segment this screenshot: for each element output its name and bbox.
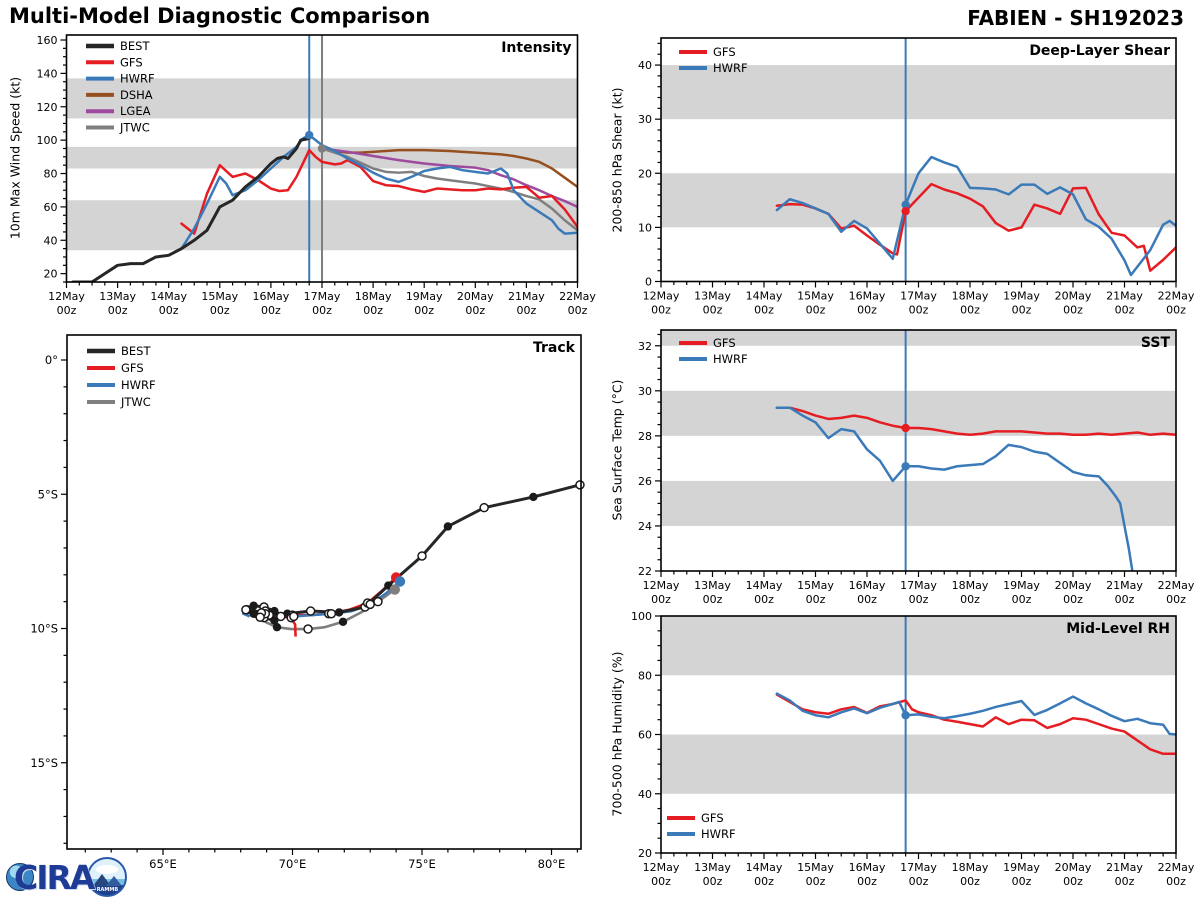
svg-text:00z: 00z <box>960 875 980 888</box>
track-fix-marker-12z <box>290 612 298 620</box>
svg-text:21May: 21May <box>508 290 545 303</box>
intensity-legend-label-GFS: GFS <box>120 55 143 70</box>
sst-y-ticks <box>638 335 661 579</box>
svg-text:00z: 00z <box>1114 593 1135 606</box>
svg-text:30: 30 <box>638 113 652 127</box>
svg-text:14May: 14May <box>745 579 783 592</box>
svg-text:120: 120 <box>36 100 58 114</box>
svg-text:60: 60 <box>43 200 58 214</box>
rh-y-ticks <box>631 610 661 860</box>
svg-text:100: 100 <box>36 134 58 148</box>
svg-text:40: 40 <box>638 59 652 73</box>
shear-x-ticks <box>643 282 1195 317</box>
svg-text:19May: 19May <box>1003 861 1040 874</box>
rh-legend-label-GFS: GFS <box>701 811 724 825</box>
svg-text:40: 40 <box>638 787 652 801</box>
shear-y-ticks <box>638 43 661 288</box>
svg-text:00z: 00z <box>1114 303 1135 317</box>
svg-text:00z: 00z <box>651 593 671 606</box>
track-series-BEST <box>247 485 580 621</box>
track-fix-marker-12z <box>304 625 312 633</box>
intensity-panel <box>37 34 597 317</box>
intensity-y-ticks <box>37 34 67 282</box>
svg-text:22May: 22May <box>1157 289 1195 303</box>
svg-text:00z: 00z <box>805 875 826 888</box>
rh-legend-label-HWRF: HWRF <box>701 827 736 841</box>
svg-text:20: 20 <box>43 267 58 281</box>
sst-init-marker <box>901 462 909 470</box>
shear-init-marker <box>901 207 909 215</box>
svg-text:30: 30 <box>638 384 652 398</box>
sst-panel <box>638 330 1195 606</box>
track-fix-marker-00z <box>335 608 343 616</box>
intensity-init-marker <box>318 144 326 152</box>
track-panel <box>30 335 584 871</box>
svg-text:00z: 00z <box>1114 875 1135 888</box>
svg-text:00z: 00z <box>908 593 929 606</box>
mountain-icon <box>106 876 122 886</box>
svg-text:00z: 00z <box>209 304 230 317</box>
svg-text:00z: 00z <box>960 593 980 606</box>
svg-text:0°: 0° <box>44 353 58 367</box>
svg-text:65°E: 65°E <box>149 857 177 871</box>
track-fix-marker-12z <box>576 481 584 489</box>
track-panel-title: Track <box>533 340 575 356</box>
intensity-legend-label-HWRF: HWRF <box>120 71 155 86</box>
svg-text:21May: 21May <box>1106 579 1143 592</box>
svg-text:12May: 12May <box>48 290 85 303</box>
svg-text:19May: 19May <box>1003 289 1040 303</box>
svg-text:00z: 00z <box>1166 593 1186 606</box>
svg-text:20May: 20May <box>1054 289 1092 303</box>
svg-text:20May: 20May <box>456 290 494 303</box>
svg-text:20May: 20May <box>1054 861 1092 874</box>
svg-text:40: 40 <box>43 234 58 248</box>
svg-text:00z: 00z <box>702 593 723 606</box>
svg-text:80: 80 <box>43 167 58 181</box>
intensity-init-marker <box>305 131 313 139</box>
track-y-ticks <box>30 353 67 843</box>
svg-text:00z: 00z <box>754 303 774 317</box>
svg-text:00z: 00z <box>56 304 77 317</box>
svg-text:16May: 16May <box>252 290 290 303</box>
cloud-icon <box>96 865 118 874</box>
svg-text:140: 140 <box>36 67 58 81</box>
svg-text:70°E: 70°E <box>278 857 307 871</box>
svg-text:18May: 18May <box>951 861 989 874</box>
svg-text:00z: 00z <box>261 304 281 317</box>
intensity-legend-label-LGEA: LGEA <box>120 104 151 119</box>
shaded-band <box>661 735 1176 794</box>
track-legend-label-HWRF: HWRF <box>121 378 156 392</box>
svg-text:20: 20 <box>638 847 652 860</box>
svg-text:5°S: 5°S <box>37 487 58 502</box>
svg-text:00z: 00z <box>702 875 723 888</box>
svg-text:28: 28 <box>638 429 652 443</box>
track-legend-label-GFS: GFS <box>121 361 144 375</box>
track-legend-label-JTWC: JTWC <box>121 395 151 409</box>
svg-text:00z: 00z <box>651 875 671 888</box>
svg-text:00z: 00z <box>1063 303 1083 317</box>
svg-text:00z: 00z <box>908 875 929 888</box>
svg-text:16May: 16May <box>848 861 886 874</box>
svg-text:17May: 17May <box>900 579 937 592</box>
svg-text:13May: 13May <box>694 289 731 303</box>
rh-panel-title: Mid-Level RH <box>1066 621 1170 637</box>
sst-legend-label-HWRF: HWRF <box>713 352 748 366</box>
svg-text:00z: 00z <box>107 304 128 317</box>
svg-text:26: 26 <box>638 474 652 488</box>
svg-text:00z: 00z <box>754 875 774 888</box>
svg-text:00z: 00z <box>805 593 826 606</box>
svg-text:17May: 17May <box>303 290 341 303</box>
shear-legend-label-HWRF: HWRF <box>713 61 748 75</box>
svg-text:60: 60 <box>638 728 652 742</box>
intensity-legend-label-JTWC: JTWC <box>120 120 150 135</box>
svg-text:00z: 00z <box>363 304 383 317</box>
svg-text:00z: 00z <box>1166 303 1186 317</box>
track-legend <box>87 344 156 409</box>
svg-text:17May: 17May <box>900 289 937 303</box>
svg-text:00z: 00z <box>1063 593 1083 606</box>
shaded-band <box>661 173 1176 227</box>
cira-logo-text: CIRA <box>14 857 94 897</box>
svg-text:10°S: 10°S <box>30 621 58 636</box>
svg-text:22May: 22May <box>1157 579 1195 592</box>
track-fix-marker-12z <box>256 613 264 621</box>
track-fix-marker-12z <box>327 610 335 618</box>
svg-text:21May: 21May <box>1106 861 1143 874</box>
sst-panel-title: SST <box>1140 335 1170 351</box>
track-legend-label-BEST: BEST <box>121 344 151 358</box>
svg-text:12May: 12May <box>642 861 680 874</box>
svg-text:24: 24 <box>638 519 652 533</box>
intensity-legend-label-DSHA: DSHA <box>120 87 153 102</box>
svg-text:80: 80 <box>638 669 652 683</box>
rh-panel <box>631 610 1195 888</box>
cira-rammb-logo <box>6 855 127 899</box>
svg-text:15°S: 15°S <box>30 755 58 770</box>
svg-text:22May: 22May <box>1157 861 1195 874</box>
svg-text:15May: 15May <box>797 579 834 592</box>
svg-text:20: 20 <box>638 167 652 181</box>
svg-text:16May: 16May <box>848 579 886 592</box>
shear-panel <box>638 38 1195 317</box>
svg-text:18May: 18May <box>951 289 989 303</box>
svg-text:160: 160 <box>36 34 58 48</box>
svg-text:00z: 00z <box>908 303 929 317</box>
svg-text:12May: 12May <box>642 579 680 592</box>
shaded-band <box>661 330 1176 346</box>
shaded-band <box>661 481 1176 526</box>
svg-text:00z: 00z <box>857 303 877 317</box>
sst-y-axis-label: Sea Surface Temp (°C) <box>609 379 625 521</box>
svg-text:00z: 00z <box>960 303 980 317</box>
track-fix-marker-12z <box>242 606 250 614</box>
track-fix-marker-12z <box>374 598 382 606</box>
svg-text:00z: 00z <box>1011 593 1032 606</box>
svg-text:15May: 15May <box>797 289 834 303</box>
svg-text:00z: 00z <box>702 303 723 317</box>
rammb-logo-icon <box>87 857 127 897</box>
intensity-x-ticks <box>48 282 596 317</box>
svg-text:00z: 00z <box>158 304 179 317</box>
svg-text:18May: 18May <box>951 579 989 592</box>
svg-text:22May: 22May <box>559 290 596 303</box>
track-fix-marker-12z <box>277 612 285 620</box>
track-x-ticks <box>85 849 577 871</box>
svg-text:19May: 19May <box>405 290 443 303</box>
svg-text:10: 10 <box>638 221 652 235</box>
sst-init-marker <box>901 424 909 432</box>
panel-border <box>67 335 581 849</box>
svg-text:17May: 17May <box>900 861 937 874</box>
svg-text:32: 32 <box>638 339 652 353</box>
intensity-panel-title: Intensity <box>501 40 572 56</box>
rh-x-ticks <box>643 853 1195 888</box>
track-fix-marker-00z <box>273 623 281 631</box>
svg-text:18May: 18May <box>354 290 392 303</box>
svg-text:80°E: 80°E <box>537 857 566 871</box>
svg-text:14May: 14May <box>150 290 188 303</box>
svg-text:00z: 00z <box>1166 875 1186 888</box>
svg-text:13May: 13May <box>99 290 136 303</box>
panel-border <box>661 330 1176 571</box>
intensity-y-axis-label: 10m Max Wind Speed (kt) <box>7 76 23 240</box>
svg-text:22: 22 <box>638 565 652 578</box>
track-fix-marker-12z <box>480 504 488 512</box>
storm-title: FABIEN - SH192023 <box>967 6 1184 30</box>
sst-x-ticks <box>643 571 1195 606</box>
svg-text:100: 100 <box>631 610 652 623</box>
svg-text:00z: 00z <box>414 304 435 317</box>
svg-text:00z: 00z <box>516 304 537 317</box>
shear-y-axis-label: 200-850 hPa Shear (kt) <box>609 87 625 233</box>
track-fix-marker-12z <box>418 552 426 560</box>
svg-text:00z: 00z <box>465 304 486 317</box>
svg-text:12May: 12May <box>642 289 680 303</box>
track-fix-marker-12z <box>366 600 374 608</box>
svg-text:14May: 14May <box>745 861 783 874</box>
track-fix-marker-00z <box>529 493 537 501</box>
svg-text:00z: 00z <box>754 593 774 606</box>
intensity-legend-label-BEST: BEST <box>120 39 150 53</box>
rammb-logo-text: RAMMB <box>96 887 119 893</box>
svg-text:00z: 00z <box>567 304 588 317</box>
svg-text:00z: 00z <box>1011 303 1032 317</box>
track-fix-marker-00z <box>339 618 347 626</box>
svg-text:16May: 16May <box>848 289 886 303</box>
track-fix-marker-12z <box>307 607 315 615</box>
svg-text:19May: 19May <box>1003 579 1040 592</box>
svg-text:21May: 21May <box>1106 289 1143 303</box>
svg-text:00z: 00z <box>1011 875 1032 888</box>
svg-text:15May: 15May <box>201 290 239 303</box>
rh-legend <box>667 811 736 841</box>
svg-text:00z: 00z <box>857 593 877 606</box>
svg-text:75°E: 75°E <box>408 857 436 871</box>
rh-init-marker <box>901 711 909 719</box>
svg-text:00z: 00z <box>1063 875 1083 888</box>
page-title: Multi-Model Diagnostic Comparison <box>9 4 431 28</box>
svg-text:15May: 15May <box>797 861 834 874</box>
rh-y-axis-label: 700-500 hPa Humidity (%) <box>609 651 625 817</box>
svg-text:00z: 00z <box>651 303 671 317</box>
track-start-marker-JTWC <box>390 584 400 594</box>
svg-text:0: 0 <box>645 275 652 289</box>
svg-text:13May: 13May <box>694 861 731 874</box>
svg-text:00z: 00z <box>312 304 332 317</box>
svg-text:14May: 14May <box>745 289 783 303</box>
sst-legend-label-GFS: GFS <box>713 336 736 350</box>
track-fix-marker-00z <box>444 522 452 530</box>
svg-text:00z: 00z <box>857 875 877 888</box>
svg-text:13May: 13May <box>694 579 731 592</box>
shear-legend-label-GFS: GFS <box>713 45 736 59</box>
svg-text:00z: 00z <box>805 303 826 317</box>
svg-text:20May: 20May <box>1054 579 1092 592</box>
shear-panel-title: Deep-Layer Shear <box>1029 43 1170 59</box>
